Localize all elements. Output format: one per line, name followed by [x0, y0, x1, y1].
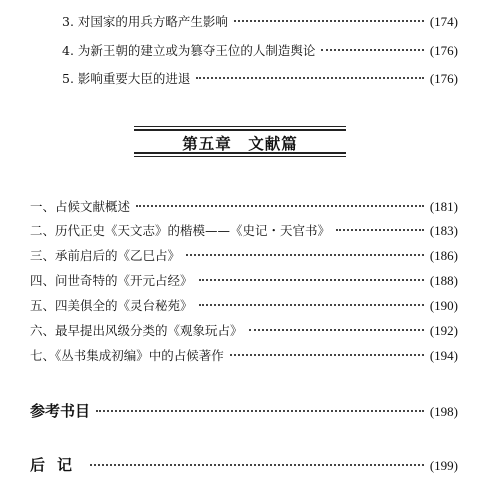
chapter-rule [134, 156, 346, 157]
toc-entry-title: 5. 影响重要大臣的进退 [62, 71, 191, 86]
dot-leader [90, 464, 424, 466]
toc-section-page: (190) [429, 298, 458, 313]
toc-section-title: 一、占候文献概述 [30, 199, 131, 214]
toc-section-page: (194) [429, 348, 458, 363]
dot-leader [196, 77, 423, 79]
dot-leader [199, 279, 424, 281]
dot-leader [234, 20, 424, 22]
dot-leader [136, 205, 424, 207]
chapter-rule [134, 152, 346, 154]
toc-section-page: (181) [429, 199, 458, 214]
toc-section-title: 七、《丛书集成初编》中的占候著作 [30, 348, 224, 363]
chapter-heading [134, 124, 346, 158]
toc-afterword-page: (199) [429, 458, 458, 473]
toc-section[interactable] [30, 221, 458, 239]
toc-entry[interactable] [62, 69, 458, 87]
toc-entry[interactable] [62, 12, 458, 30]
toc-section-page: (186) [429, 248, 458, 263]
toc-entry-title: 4. 为新王朝的建立或为篡夺王位的人制造舆论 [62, 43, 316, 58]
toc-bibliography-page: (198) [429, 404, 458, 419]
toc-entry[interactable] [62, 41, 458, 59]
dot-leader [199, 304, 424, 306]
toc-section-title: 五、四美俱全的《灵台秘苑》 [30, 298, 193, 313]
chapter-rule [134, 126, 346, 127]
toc-entry-page: (174) [429, 14, 458, 29]
toc-section-title: 四、问世奇特的《开元占经》 [30, 273, 193, 288]
dot-leader [336, 229, 424, 231]
toc-section-title: 六、最早提出风级分类的《观象玩占》 [30, 323, 243, 338]
dot-leader [96, 410, 424, 412]
dot-leader [230, 354, 424, 356]
toc-afterword-title: 后记 [30, 456, 85, 474]
toc-bibliography[interactable] [30, 400, 458, 421]
toc-entry-title: 3. 对国家的用兵方略产生影响 [62, 14, 228, 29]
toc-section[interactable] [30, 321, 458, 339]
toc-section-page: (188) [429, 273, 458, 288]
toc-section[interactable] [30, 197, 458, 215]
chapter-title: 第五章 文献篇 [182, 135, 298, 153]
dot-leader [186, 254, 424, 256]
toc-entry-page: (176) [429, 43, 458, 58]
chapter-rule [134, 129, 346, 131]
toc-section-title: 三、承前启后的《乙巳占》 [30, 248, 181, 263]
toc-section[interactable] [30, 271, 458, 289]
toc-section-page: (192) [429, 323, 458, 338]
toc-section-title: 二、历代正史《天文志》的楷模——《史记・天官书》 [30, 223, 331, 238]
toc-entry-page: (176) [429, 71, 458, 86]
dot-leader [321, 49, 423, 51]
toc-section[interactable] [30, 246, 458, 264]
toc-bibliography-title: 参考书目 [30, 402, 91, 420]
toc-section[interactable] [30, 296, 458, 314]
dot-leader [249, 329, 424, 331]
toc-section-page: (183) [429, 223, 458, 238]
toc-afterword[interactable] [30, 454, 458, 475]
toc-section[interactable] [30, 346, 458, 364]
